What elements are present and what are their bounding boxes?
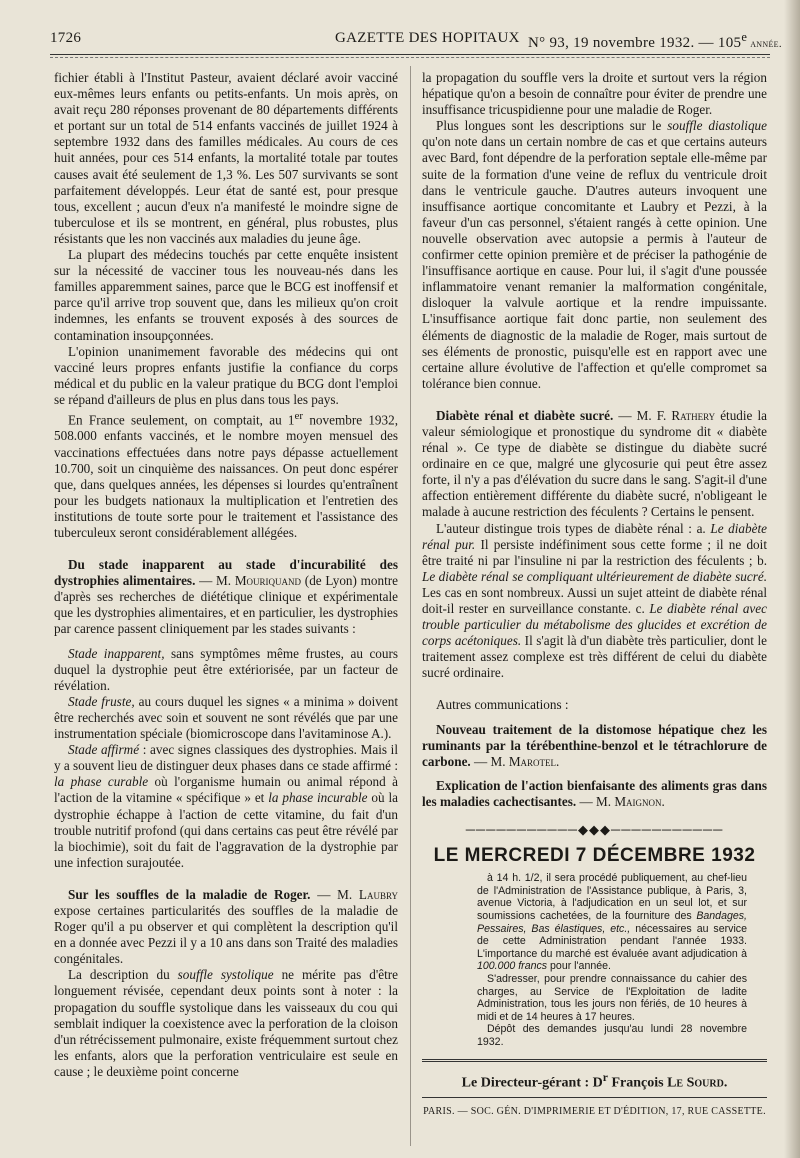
bcg-paragraph-1: fichier établi à l'Institut Pasteur, avaient déclaré avoir vacciné eux-mêmes leurs enfants ou petits-enfants. Un mois après, on avait reçu 280 réponses provenant de 80 départements différents et portant sur un total de 514 enfants vaccinés de juillet 1924 à septembre 1932 dans des familles médicales. Au cours de ces huit années, pour ces 514 enfants, la mortalité totale par toutes causes avait été seulement de 1,3 %. Les 507 survivants se sont parfaitement développés. Leur état de santé est, pour presque tous, excellent ; aucun d'eux n'a manifesté le moindre signe de tuberculose et ils se montrent, en général, plus robustes, plus résistants que les non vaccinés aux maladies du jeune âge. [54,70,398,246]
stade-inapparent [54,646,398,694]
distomose-title: Nouveau traitement de la distomose hépatique chez les ruminants par la térébenthine-benzol et le tétrachlorure de carbone. [422,721,767,769]
souffles-text: expose certaines particularités des souffles de la maladie de Roger qu'il a pu observer et qui complètent la description qu'il en a donnée avec Pezzi il y a 10 ans dans son Traité des maladies congénitales. [54,902,398,967]
right-column [422,70,767,1120]
director-surname: Le Sourd. [667,1075,728,1091]
stade-inapparent-label: Stade inapparent, [68,645,165,661]
footer-rule [422,1097,767,1098]
diabete-text: étudie la valeur sémiologique et pronostique du syndrome dit « diabète rénal ». Ce type de diabète se distingue du diabète sucré ordinaire en ce que, malgré une glycosurie qui peut être assez forte, il n'y a pas d'élévation du sucre dans le sang. S'agit-il d'une affection entièrement différente du diabète sucré, n'obligeant le malade à aucune restriction des féculents ? Certains le pensent. [422,407,767,520]
announcement-p1-c: pour l'année. [547,960,611,973]
dystrophies-text: (de Lyon) montre d'après ses recherches de diététique clinique et expérimentale que les dystrophies alimentaires, et en particulier, les dystrophies par carence passent cliniquement par les stades suivants : [54,573,398,637]
column-divider [410,66,411,1146]
spacer [422,714,767,722]
stade-fruste-text: au cours duquel les signes « a minima » doivent être recherchés avec soin et souvent ne sont révélés que par une instrumentation spéciale (biomicroscope dans l'avitaminose A.). [54,693,398,742]
roger-diastolique-a: Plus longues sont les descriptions sur le [436,118,668,134]
diabete-dash: — M. F. [613,407,672,423]
header-rule [50,54,770,55]
phase-curable: la phase curable [54,774,149,790]
stade-affirme-label: Stade affirmé [68,742,140,758]
souffles-p2-a: La description du [68,967,178,983]
dystrophies-section [54,557,398,637]
bcg-p4-start: En France seulement, on comptait, au 1 [68,412,295,428]
announcement-paragraph-1 [477,872,747,973]
stade-affirme-text-a: : avec signes classiques des dystrophies. Mais il y a souvent lieu de distinguer deux phases dans ce stade affirmé : [54,742,398,774]
souffles-p2-b: ne mérite pas d'être longuement révisée, cependant deux points sont à noter : la propagation du souffle systolique dans les vaisseaux du cou qui semblait indiquer la coexistence avec la perforation de la cloison d'un rétrécissement pulmonaire, existe fréquemment surtout chez les enfants, alors que la perforation ventriculaire est seule en cause ; le deuxième point concerne [54,967,398,1079]
issue-info [528,30,782,52]
left-column [54,70,398,1080]
announcement-p1-a: à 14 h. 1/2, il sera procédé publiquement, au chef-lieu de l'Administration de l'Assistance publique, à Paris, 3, avenue Victoria, à l'adjudication en un seul lot, et sur soumissions cachetées, de la fourniture des [477,872,747,922]
issue-number: N° 93, 19 novembre 1932. — 105 [528,35,742,51]
souffles-title: Sur les souffles de la maladie de Roger. [68,886,311,902]
souffles-p2-em: souffle systolique [177,967,274,983]
stade-fruste [54,694,398,742]
diabete-section [422,408,767,521]
director-line [422,1070,767,1092]
director-sup: r [602,1070,608,1084]
announcement-p1-amount: 100.000 francs [477,960,548,973]
spacer [54,541,398,557]
printer-line: PARIS. — SOC. GÉN. D'IMPRIMERIE ET D'ÉDITION, 17, RUE CASSETTE. [423,1106,766,1118]
bcg-p4-rest: novembre 1932, 508.000 enfants vaccinés, et le nombre moyen mensuel des vaccinations effectuées dans notre pays dépasse actuellement 10.700, soit un cinquième des naissances. On peut donc espérer que, dans quelques années, les dépenses si lourdes qu'entraînent pour les budgets nationaux la multiplication et l'entretien des institutions de toute sorte pour le traitement et l'assistance des tuberculeux seront considérablement allégées. [54,412,399,541]
aliments-gras-author: Maignon. [614,793,665,809]
phase-incurable: la phase incurable [268,790,368,806]
diabete-type-b: Le diabète rénal se compliquant ultérieurement de diabète sucré. [422,568,767,584]
spacer [422,770,767,778]
header-rule-dashed [50,57,770,58]
bcg-paragraph-2: La plupart des médecins touchés par cette enquête insistent sur la nécessité de vacciner tous les nouveau-nés dans les familles apparemment saines, parce que le BCG est inoffensif et parce qu'il arrive trop souvent que, dans les milieux qu'on croit indemnes, les enfants se trouvent exposés à des sources de contamination insoupçonnées. [54,247,398,343]
stade-affirme-text-c: où la dystrophie échappe à l'action de cette vitamine, du fait d'un trouble nutritif profond (qui dans certains cas peut être révélé par la biochimie), soit du fait de l'aggravation de la dystrophie par une infection surajoutée. [54,790,398,870]
roger-diastolique-b: qu'on note dans un certain nombre de cas et que certains auteurs avec Bard, font dépendre de la perforation septale elle-même par suite de la formation d'une veine de reflux du ventricule droit dans le ventricule gauche. D'autres auteurs invoquent une insuffisance aortique concomitante et Laubry et Pezzi, à la faveur d'un cas personnel, s'étaient rangés à cette opinion. Une nouvelle observation avec autopsie a permis à l'auteur de confirmer cette opinion première et de préciser la pathogénie de l'insuffisance aortique en cause. Pour lui, il s'agit d'une poussée inflammatoire venant remanier la malformation congénitale, disloquer la valvule aortique et la rendre impuissante. L'insuffisance aortique fait donc partie, non seulement des éléments de diagnostic de la maladie de Roger, mais surtout de ses éléments de pronostic, puisqu'elle est en rapport avec une certaine allure évolutive de l'affection et qu'elle compromet sa tolérance bien connue. [422,134,767,391]
stade-fruste-label: Stade fruste, [68,693,135,709]
diabete-type-a: Le diabète rénal pur. [422,520,767,552]
diabete-types-a: L'auteur distingue trois types de diabète rénal : a. [436,520,711,536]
announcement-title: LE MERCREDI 7 DÉCEMBRE 1932 [433,845,756,867]
distomose-dash: — M. [470,753,509,769]
diabete-type-c: Le diabète rénal avec trouble particulier du métabolisme des glucides et excrétion de corps acétoniques. [422,601,767,649]
spacer [422,392,767,408]
diabete-types [422,521,767,682]
issue-sup: e [741,30,748,44]
announcement-p1-b: nécessaires au service de cette Administration pendant l'année 1933. L'importance du marché est évaluée avant adjudication à [477,922,747,960]
diabete-types-d: Il s'agit là d'un diabète très particulier, dont le traitement assez complexe est très différent de celui du diabète sucré ordinaire. [422,633,768,681]
ornament-divider: ───────────◆◆◆─────────── [465,822,724,838]
dystrophies-title: Du stade inapparent au stade d'incurabilité des dystrophies alimentaires. [54,557,398,589]
bcg-p4-sup: er [294,409,304,422]
stade-affirme-text-b: où l'organisme humain ou animal répond à l'action de la vitamine « spécifique » et [54,774,398,806]
issue-year-label: année. [747,38,782,50]
spacer [54,638,398,646]
director-label: Le Directeur-gérant : D [461,1075,603,1091]
diabete-author: Rathery [671,407,716,423]
announcement-p1-items: Bandages, Pessaires, Bas élastiques, etc., [477,910,747,935]
announcement-paragraph-2: S'adresser, pour prendre connaissance du cahier des charges, au Service de l'Exploitation de ladite Administration, tous les jours non fériés, de 10 heures à midi et de 14 heures à 17 heures. [477,972,747,1023]
souffles-author: Laubry [358,886,398,902]
bcg-paragraph-3: L'opinion unanimement favorable des médecins qui ont vacciné leurs propres enfants justifie la confiance du corps médical et du public en la valeur pratique du BCG dont l'emploi se répand d'ailleurs de plus en plus dans tous les pays. [54,343,398,407]
communication-distomose [422,722,767,770]
dystrophies-author: Mouriquand [234,573,302,589]
page-edge-shadow [784,0,800,1158]
stade-affirme [54,742,398,871]
journal-title: GAZETTE DES HOPITAUX [335,30,520,46]
announcement-paragraph-3: Dépôt des demandes jusqu'au lundi 28 novembre 1932. [477,1023,747,1048]
roger-diastolique-em: souffle diastolique [667,118,767,134]
diabete-types-c: Les cas en sont nombreux. Aussi un sujet atteint de diabète rénal doit-il rester en surveillance constante. c. [422,584,767,616]
aliments-gras-dash: — M. [576,793,615,809]
stade-inapparent-text: sans symptômes même frustes, au cours duquel la dystrophie peut être extériorisée, par un facteur de révélation. [54,645,399,693]
spacer [54,871,398,887]
souffles-dash: — M. [310,886,359,902]
communication-aliments-gras [422,778,767,810]
bcg-paragraph-4 [54,408,398,541]
aliments-gras-title: Explication de l'action bienfaisante des aliments gras dans les maladies cachectisantes. [422,777,767,809]
page-header [50,30,782,51]
footer-double-rule [422,1059,767,1062]
dystrophies-dash: — M. [195,573,235,589]
diabete-types-b: Il persiste indéfiniment sous cette forme ; il ne doit être traité ni par l'insuline ni par la restriction des féculents ; b. [422,536,767,568]
page-number: 1726 [50,30,82,46]
other-communications: Autres communications : [436,697,569,713]
souffles-section [54,887,398,967]
roger-diastolique [422,118,767,392]
director-firstname: François [607,1075,668,1091]
spacer [422,681,767,697]
diabete-title: Diabète rénal et diabète sucré. [436,407,614,423]
roger-continued: la propagation du souffle vers la droite et surtout vers la région hépatique qu'on a besoin de connaître pour éviter de prendre une insuffisance tricuspidienne pour une maladie de Roger. [422,70,767,118]
announcement-body [422,872,767,1048]
souffles-paragraph-2 [54,967,398,1080]
distomose-author: Marotel. [508,753,560,769]
